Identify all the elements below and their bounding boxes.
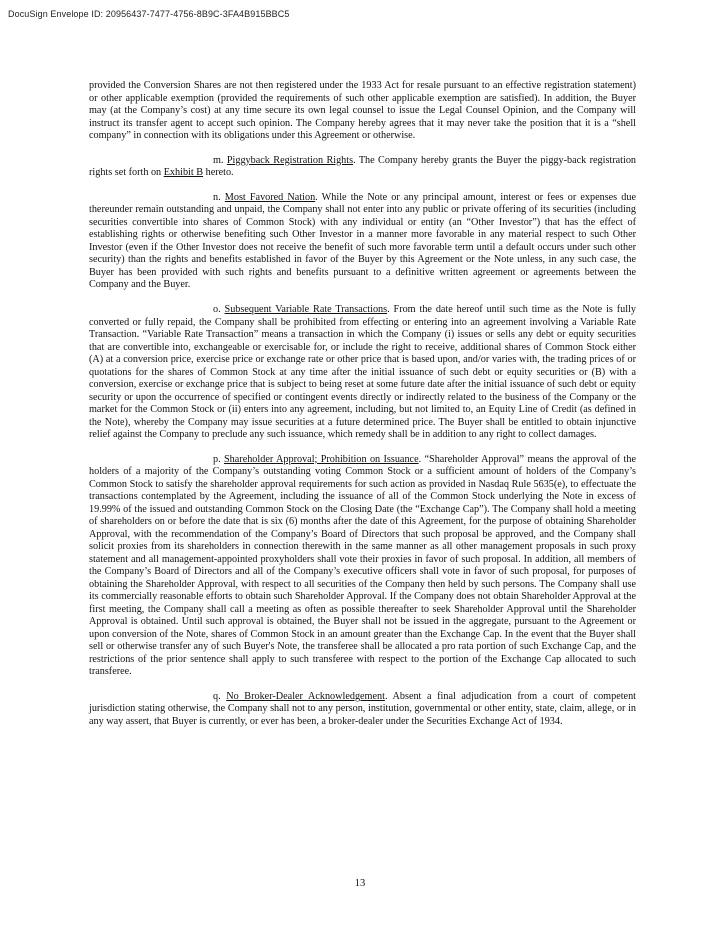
exhibit-reference: Exhibit B [163,167,204,179]
section-text: . From the date hereof until such time as the Note is fully converted or fully repaid, the Company shall be prohibited from effecting or entering into an agreement involving a Variable Rate Transaction. “Variable Rate Transaction” means a transaction in which the Company (i) issues or sells any debt or equity securities that are convertible into, exchangeable or exercisable for, or include the right to receive, additional shares of Common Stock either (A) at a conversion price, exercise price or exchange rate or other price that is based upon, and/or varies with, the trading prices of or quotations for the shares of Common Stock at any time after the initial issuance of such debt or equity securities or (B) with a conversion, exercise or exchange price that is subject to being reset at some future date after the initial issuance of such debt or equity security or upon the occurrence of specified or contingent events directly or indirectly related to the business of the Company or the market for the Common Stock or (ii) enters into any agreement, including, but not limited to, an Equity Line of Credit (as defined in the Note), whereby the Company may issue securities at a future determined price. The Buyer shall be entitled to obtain injunctive relief against the Company to preclude any such issuance, which remedy shall be in addition to any right to collect damages. [89,304,636,441]
section-q-paragraph [89,691,636,729]
section-text: . The Company hereby grants the Buyer the piggy-back registration rights set forth on [89,154,637,179]
section-text: . Absent a final adjudication from a court of competent jurisdiction stating otherwise, the Company shall not to any person, institution, governmental or other entity, state, claim, allege, or in any way assert, that Buyer is currently, or ever has been, a broker-dealer under the Securities Exchange Act of 1934. [89,690,636,727]
section-letter: o. [213,304,221,316]
section-o-paragraph [89,304,636,442]
section-letter: p. [213,453,221,465]
section-letter: q. [213,690,221,702]
page-number: 13 [354,878,366,889]
section-text: . “Shareholder Approval” means the approval of the holders of a majority of the Company’s outstanding voting Common Stock or a sufficient amount of holders of the Company’s Common Stock to satisfy the shareholder approval requirements for such action as provided in Nasdaq Rule 5635(e), to effectuate the transactions contemplated by the Agreement, including the issuance of all of the Common Stock underlying the Note in excess of 19.99% of the issued and outstanding Common Stock on the Closing Date (the “Exchange Cap”). The Company shall hold a meeting of shareholders on or before the date that is six (6) months after the date of this Agreement, for the purpose of obtaining Shareholder Approval, with the recommendation of the Company’s Board of Directors that such proposal be approved, and the Company shall solicit proxies from its shareholders in connection therewith in the same manner as all other management proposals in such proxy statement and all management-appointed proxyholders shall vote their proxies in favor of such proposal. In addition, all members of the Company’s Board of Directors and all of the Company’s executive officers shall vote in favor of such proposal, for purposes of obtaining the Shareholder Approval, with respect to all securities of the Company then held by such persons. The Company shall use its commercially reasonable efforts to obtain such Shareholder Approval. If the Company does not obtain Shareholder Approval at the first meeting, the Company shall call a meeting as often as possible thereafter to seek Shareholder Approval until the Shareholder Approval is obtained. Until such approval is obtained, the Buyer shall not be issued in the aggregate, pursuant to the Agreement or upon conversion of the Note, shares of Common Stock in an amount greater than the Exchange Cap. In the event that the Buyer shall sell or otherwise transfer any of such Buyer's Note, the transferee shall be allocated a pro rata portion of such Exchange Cap, and the restrictions of the prior sentence shall apply to such transferee with respect to the portion of the Exchange Cap allocated to such transferee. [89,453,636,678]
section-heading: Shareholder Approval; Prohibition on Issuance [224,453,419,465]
section-letter: n. [213,191,221,203]
section-heading: No Broker-Dealer Acknowledgement [226,690,385,702]
section-letter: m. [213,154,224,166]
envelope-id-header: DocuSign Envelope ID: 20956437-7477-4756-8B9C-3FA4B915BBC5 [8,9,290,19]
section-n-paragraph [89,192,636,292]
section-heading: Piggyback Registration Rights [226,154,354,166]
section-text-end: hereto. [203,167,234,179]
section-p-paragraph [89,454,636,679]
section-m-paragraph [89,155,636,180]
document-body [89,80,636,741]
section-text: . While the Note or any principal amount, interest or fees or expenses due thereunder remain outstanding and unpaid, the Company shall not enter into any public or private offering of its securities (including securities convertible into shares of Common Stock) with any individual or entity (an “Other Investor”) that has the effect of establishing rights or otherwise benefiting such Other Investor in a manner more favorable in any material respect to such Other Investor (even if the Other Investor does not receive the benefit of such more favorable term until a default occurs under such other security) than the rights and benefits established in favor of the Buyer by this Agreement or the Note unless, in any such case, the Buyer has been provided with such rights and benefits pursuant to a definitive written agreement or agreements between the Company and the Buyer. [89,191,637,291]
section-heading: Most Favored Nation [224,191,316,203]
section-heading: Subsequent Variable Rate Transactions [224,304,388,316]
paragraph-continuation: provided the Conversion Shares are not then registered under the 1933 Act for resale pursuant to an effective registration statement) or other applicable exemption (provided the requirements of such other applicable exemption are satisfied). In addition, the Buyer may (at the Company’s cost) at any time secure its own legal counsel to issue the Legal Counsel Opinion, and the Company will instruct its transfer agent to accept such opinion. The Company hereby agrees that it may never take the position that it is a “shell company” in connection with its obligations under this Agreement or otherwise. [89,80,636,141]
